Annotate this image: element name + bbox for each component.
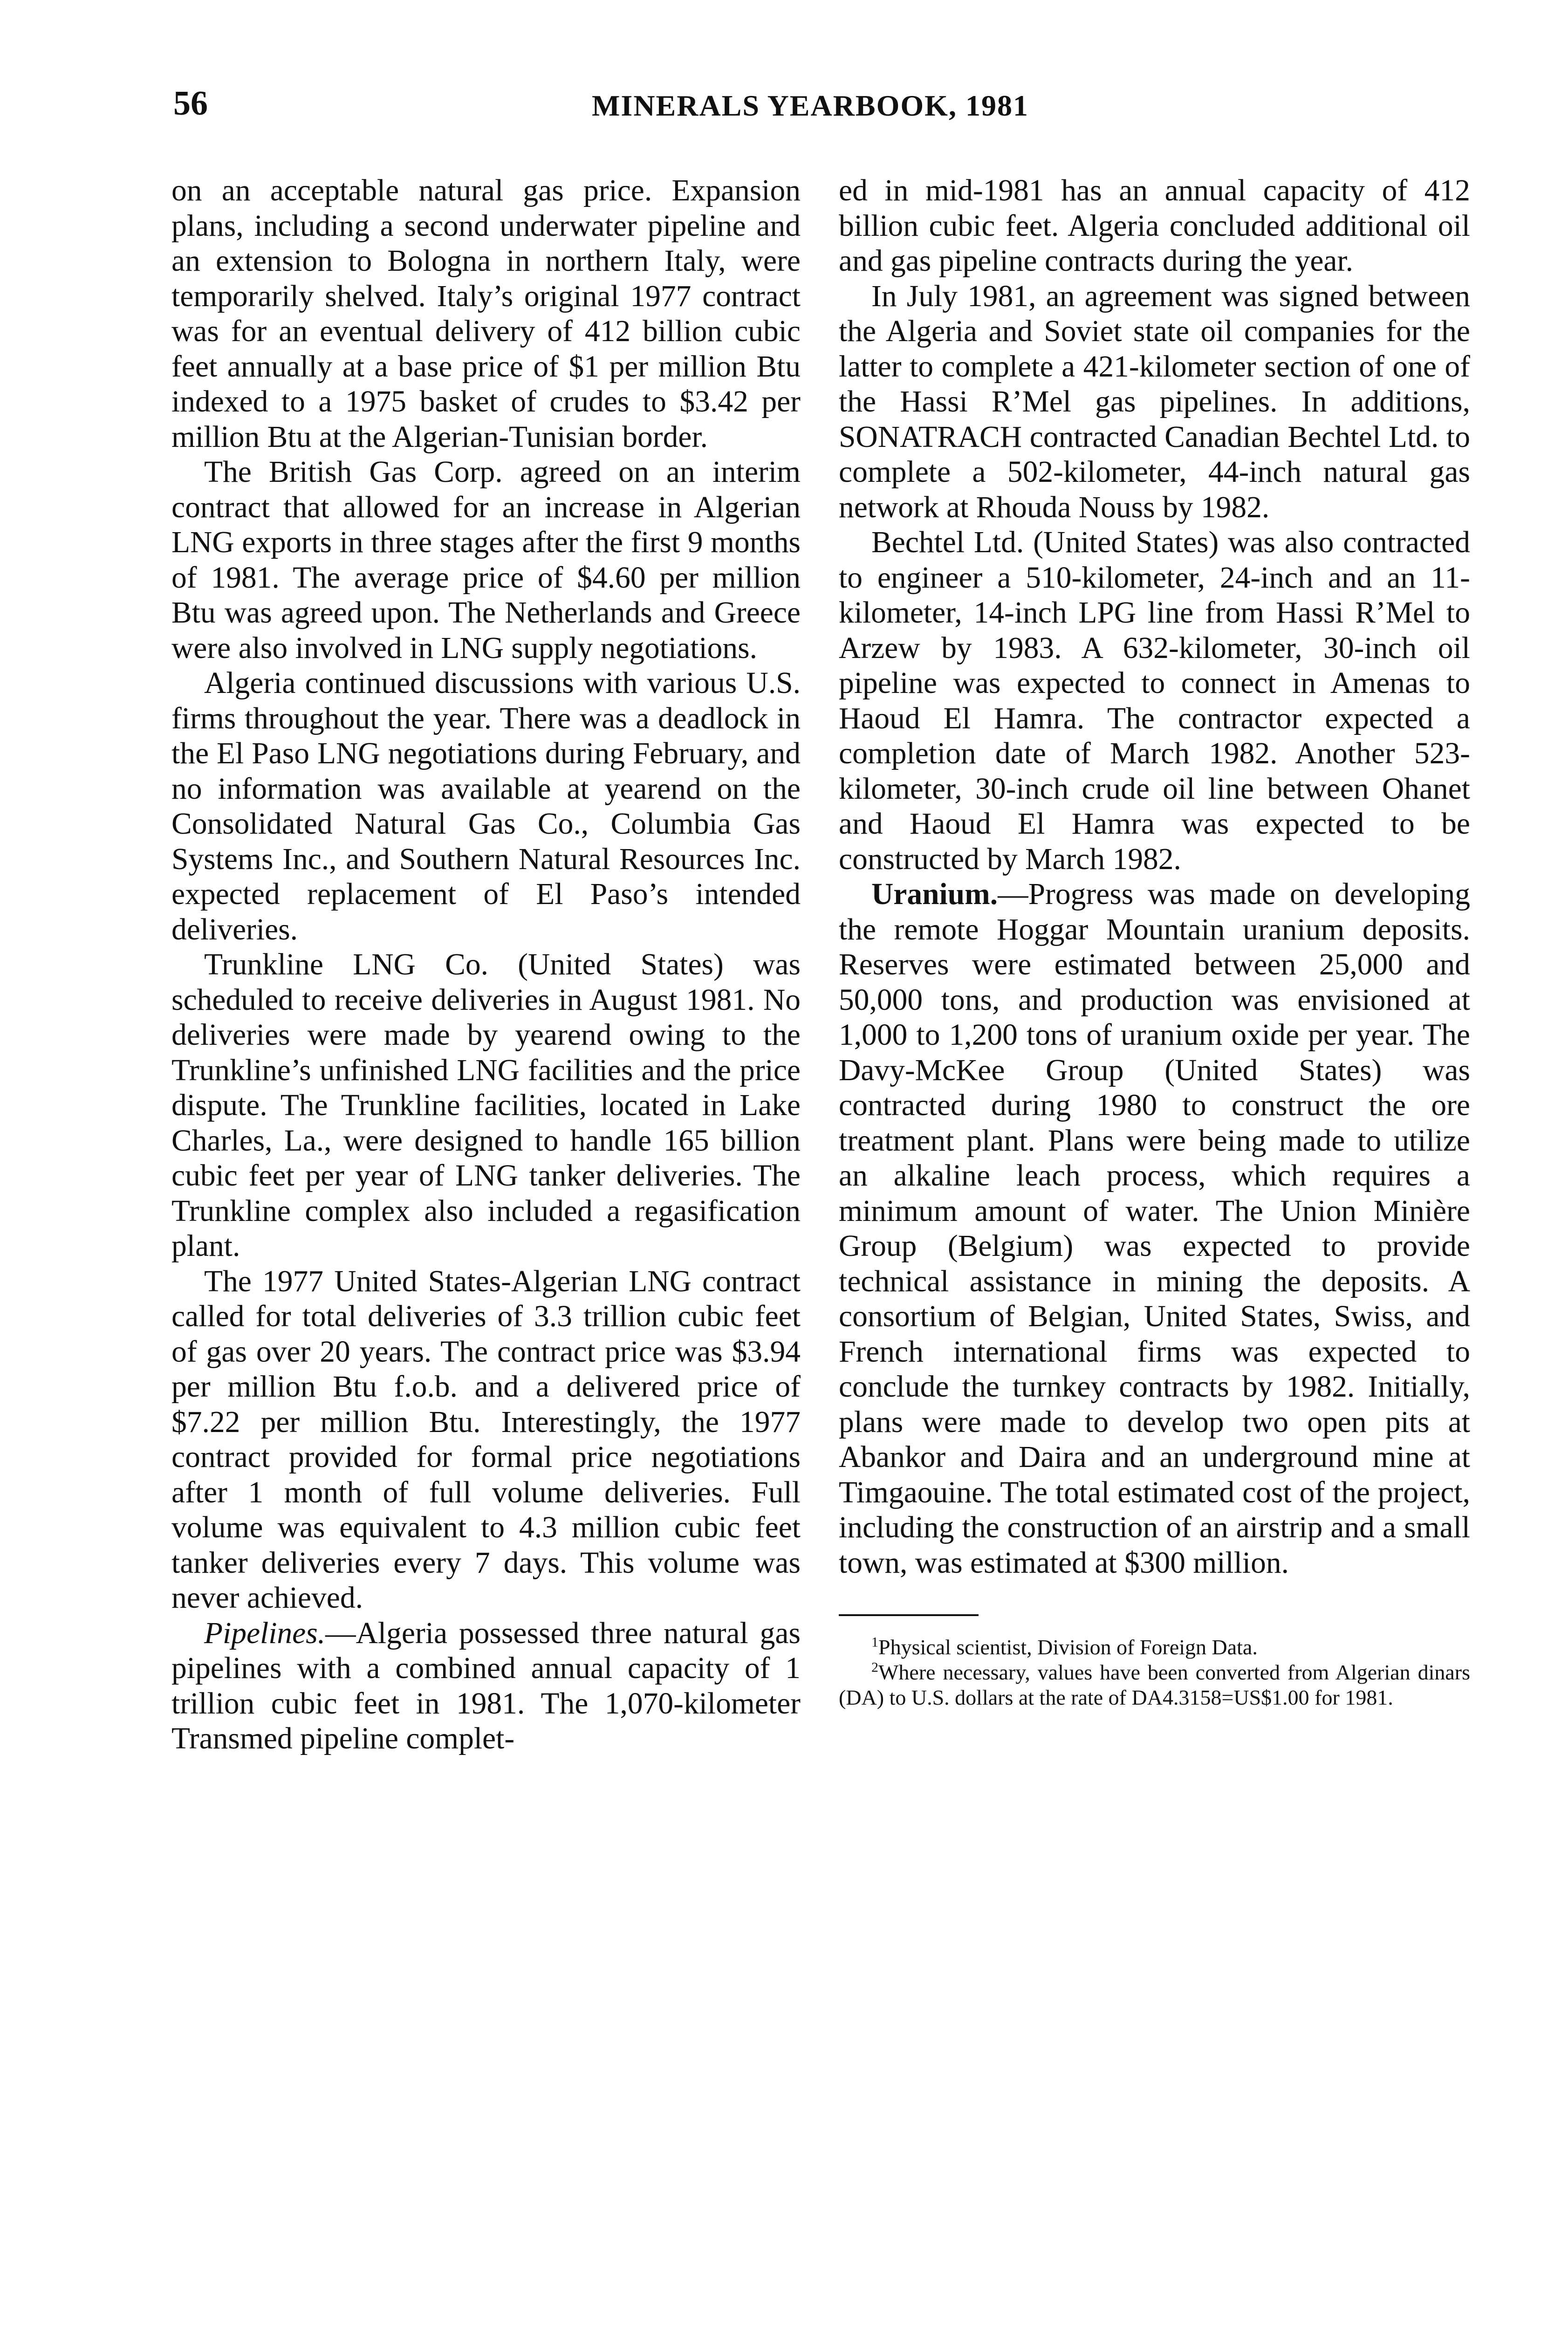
page-number: 56: [173, 84, 208, 123]
footnote-rule: [839, 1614, 979, 1616]
paragraph: The British Gas Corp. agreed on an interim contract that allowed for an increase in Algerian LNG exports in three stages after the first 9 months of 1981. The average price of $4.60 per million Btu was agreed upon. The Netherlands and Greece were also involved in LNG supply negotiations.: [171, 455, 801, 665]
paragraph: Algeria continued discussions with various U.S. firms throughout the year. There was a deadlock in the El Paso LNG negotiations during February, and no information was available at yearend on the Consolidated Natural Gas Co., Columbia Gas Systems Inc., and Southern Natural Resources Inc. expected replacement of El Paso’s intended deliveries.: [171, 666, 801, 946]
paragraph-pipelines: [171, 1616, 801, 1757]
paragraph: on an acceptable natural gas price. Expansion plans, including a second underwater pipeline and an extension to Bologna in northern Italy, were temporarily shelved. Italy’s original 1977 contract was for an eventual delivery of 412 billion cubic feet annually at a base price of $1 per million Btu indexed to a 1975 basket of crudes to $3.42 per million Btu at the Algerian-Tunisian border.: [171, 174, 801, 454]
run-in-heading-uranium: Uranium.: [871, 877, 998, 911]
paragraph: Bechtel Ltd. (United States) was also contracted to engineer a 510-kilometer, 24-inch and an 11-kilometer, 14-inch LPG line from Hassi R’Mel to Arzew by 1983. A 632-kilometer, 30-inch oil pipeline was expected to connect in Amenas to Haoud El Hamra. The contractor expected a completion date of March 1982. Another 523-kilometer, 30-inch crude oil line between Ohanet and Haoud El Hamra was expected to be constructed by March 1982.: [839, 526, 1470, 876]
paragraph-text: —Progress was made on developing the remote Hoggar Mountain uranium deposits. Reserves were estimated between 25,000 and 50,000 tons, and production was envisioned at 1,000 to 1,200 tons of uranium oxide per year. The Davy-McKee Group (United States) was contracted during 1980 to construct the ore treatment plant. Plans were being made to utilize an alkaline leach process, which requires a minimum amount of water. The Union Minière Group (Belgium) was expected to provide technical assistance in mining the deposits. A consortium of Belgian, United States, Swiss, and French international firms was expected to conclude the turnkey contracts by 1982. Initially, plans were made to develop two open pits at Abankor and Daira and an underground mine at Timgaouine. The total estimated cost of the project, including the construction of an airstrip and a small town, was estimated at $300 million.: [839, 877, 1470, 1580]
footnote-text: Where necessary, values have been converted from Algerian dinars (DA) to U.S. dollars at the rate of DA4.3158=US$1.00 for 1981.: [839, 1660, 1470, 1709]
paragraph-text: —Algeria possessed three natural gas pipelines with a combined annual capacity of 1 trillion cubic feet in 1981. The 1,070-kilometer Transmed pipeline complet-: [171, 1616, 801, 1755]
footnote-1: [839, 1635, 1470, 1660]
footnote-2: [839, 1660, 1470, 1710]
paragraph: The 1977 United States-Algerian LNG contract called for total deliveries of 3.3 trillion cubic feet of gas over 20 years. The contract price was $3.94 per million Btu f.o.b. and a delivered price of $7.22 per million Btu. Interestingly, the 1977 contract provided for formal price negotiations after 1 month of full volume deliveries. Full volume was equivalent to 4.3 million cubic feet tanker deliveries every 7 days. This volume was never achieved.: [171, 1264, 801, 1615]
paragraph: In July 1981, an agreement was signed between the Algeria and Soviet state oil companies for the latter to complete a 421-kilometer section of one of the Hassi R’Mel gas pipelines. In additions, SONATRACH contracted Canadian Bechtel Ltd. to complete a 502-kilometer, 44-inch natural gas network at Rhouda Nouss by 1982.: [839, 279, 1470, 524]
run-in-heading-pipelines: Pipelines.: [204, 1616, 326, 1650]
paragraph: ed in mid-1981 has an annual capacity of 412 billion cubic feet. Algeria concluded additional oil and gas pipeline contracts during the year.: [839, 174, 1470, 278]
paragraph: Trunkline LNG Co. (United States) was scheduled to receive deliveries in August 1981. No deliveries were made by yearend owing to the Trunkline’s unfinished LNG facilities and the price dispute. The Trunkline facilities, located in Lake Charles, La., were designed to handle 165 billion cubic feet per year of LNG tanker deliveries. The Trunkline complex also included a regasification plant.: [171, 948, 801, 1263]
paragraph-uranium: [839, 877, 1470, 1581]
footnote-mark: 2: [871, 1659, 878, 1675]
left-column: [171, 173, 801, 1757]
running-head: MINERALS YEARBOOK, 1981: [592, 89, 1029, 122]
footnote-text: Physical scientist, Division of Foreign Data.: [878, 1635, 1258, 1659]
right-column: [839, 173, 1470, 1710]
footnote-mark: 1: [871, 1634, 878, 1650]
